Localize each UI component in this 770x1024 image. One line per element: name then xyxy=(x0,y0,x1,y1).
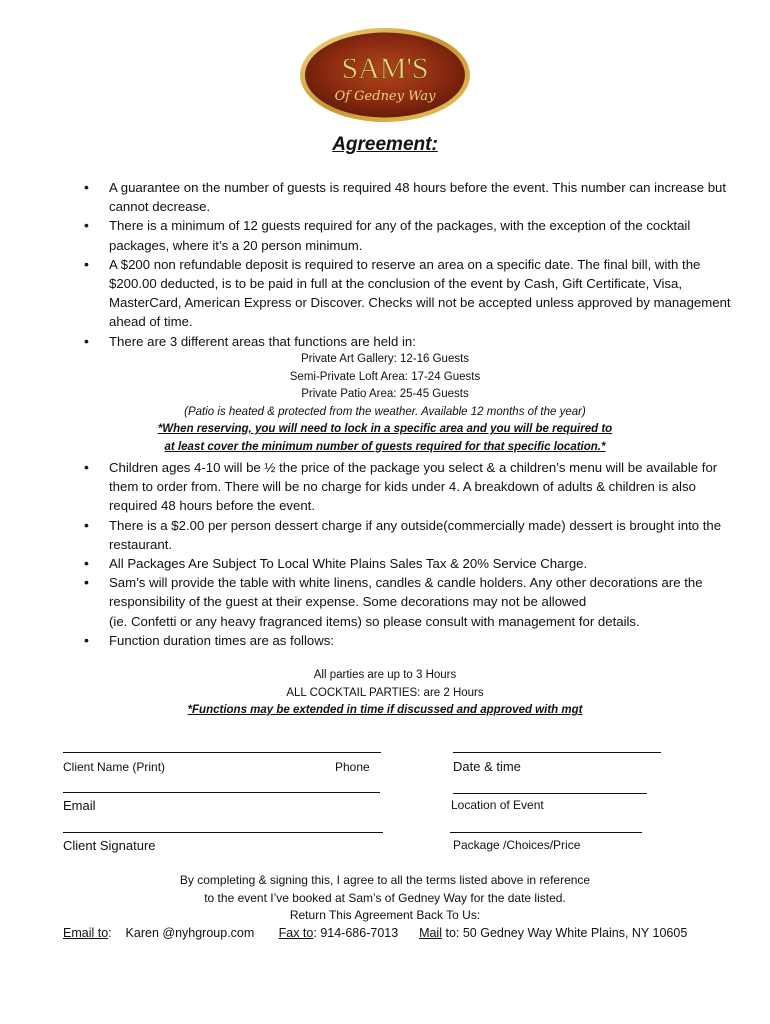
date-time-label: Date & time xyxy=(453,759,521,774)
email-label: Email xyxy=(63,798,96,813)
phone-label: Phone xyxy=(335,760,370,774)
term-dessert: • There is a $2.00 per person dessert charge if any outside(commercially made) dessert is brought into the restaurant. xyxy=(82,516,732,554)
area-patio: Private Patio Area: 25-45 Guests xyxy=(301,388,469,400)
email-to-label: Email to xyxy=(63,926,109,940)
logo-brand: SAM'S xyxy=(341,52,429,85)
footer-line-2: to the event I’ve booked at Sam’s of Gedney Way for the date listed. xyxy=(204,890,566,905)
term-decorations-text: Sam’s will provide the table with white linens, candles & candle holders. Any other decorations are the responsibility of the guest at their expense. Some decorations may not be allowed xyxy=(109,575,703,610)
mail-label: Mail xyxy=(419,926,442,940)
signature-line[interactable] xyxy=(63,832,383,833)
contact-line: Email to: Karen @nyhgroup.com Fax to: 914-686-7013 Mail to: 50 Gedney Way White Plains, NY 10605 xyxy=(63,926,688,940)
term-areas: • There are 3 different areas that functions are held in: xyxy=(82,332,732,351)
term-deposit: • A $200 non refundable deposit is required to reserve an area on a specific date. The final bill, with the $200.00 deducted, is to be paid in full at the conclusion of the event by Cash, Gift Certificate, Visa, MasterCard, American Express or Discover. Checks will not be accepted unless approved by management ahead of time. xyxy=(82,255,732,332)
footer-block xyxy=(0,872,770,925)
fax-to-value: 914-686-7013 xyxy=(320,926,399,940)
duration-parties: All parties are up to 3 Hours xyxy=(313,669,457,681)
location-line[interactable] xyxy=(453,793,647,794)
term-guarantee: • A guarantee on the number of guests is required 48 hours before the event. This number can increase but cannot decrease. xyxy=(82,178,732,216)
email-to-value[interactable]: Karen @nyhgroup.com xyxy=(125,926,255,940)
terms-list-2 xyxy=(82,458,732,650)
term-decorations-text-2: (ie. Confetti or any heavy fragranced items) so please consult with management for details. xyxy=(109,613,640,629)
area-gallery: Private Art Gallery: 12-16 Guests xyxy=(300,353,470,365)
page-title: Agreement: xyxy=(332,134,438,155)
mail-value: to: 50 Gedney Way White Plains, NY 10605 xyxy=(445,926,688,940)
location-label: Location of Event xyxy=(451,798,544,812)
term-decorations xyxy=(82,573,732,631)
duration-block xyxy=(0,667,770,720)
fax-to-label: Fax to xyxy=(278,926,314,940)
signature-label: Client Signature xyxy=(63,838,156,853)
email-line[interactable] xyxy=(63,792,380,793)
date-time-line[interactable] xyxy=(453,752,661,753)
areas-block xyxy=(0,351,770,456)
footer-line-3: Return This Agreement Back To Us: xyxy=(289,908,481,922)
duration-extension-note: *Functions may be extended in time if discussed and approved with mgt xyxy=(187,704,583,716)
logo-tagline: Of Gedney Way xyxy=(334,89,436,104)
package-line[interactable] xyxy=(450,832,642,833)
terms-list xyxy=(82,178,732,351)
term-duration: • Function duration times are as follows: xyxy=(82,631,732,650)
footer-line-1: By completing & signing this, I agree to all the terms listed above in reference xyxy=(179,873,591,887)
reserve-note-1: *When reserving, you will need to lock in a specific area and you will be required to xyxy=(157,423,613,435)
client-name-label: Client Name (Print) xyxy=(63,760,166,774)
term-minimum-guests: • There is a minimum of 12 guests required for any of the packages, with the exception of the cocktail packages, where it’s a 20 person minimum. xyxy=(82,216,732,254)
area-loft: Semi-Private Loft Area: 17-24 Guests xyxy=(289,370,481,383)
package-label: Package /Choices/Price xyxy=(453,838,581,852)
term-tax: • All Packages Are Subject To Local White Plains Sales Tax & 20% Service Charge. xyxy=(82,554,732,573)
reserve-note-2: at least cover the minimum number of guests required for that specific location.* xyxy=(164,440,606,453)
term-children: • Children ages 4-10 will be ½ the price of the package you select & a children’s menu will be available for them to order from. There will be no charge for kids under 4. A breakdown of adults & children is also required 48 hours before the event. xyxy=(82,458,732,516)
duration-cocktail: ALL COCKTAIL PARTIES: are 2 Hours xyxy=(286,686,484,699)
patio-note: (Patio is heated & protected from the weather. Available 12 months of the year) xyxy=(184,405,586,418)
client-name-line[interactable] xyxy=(63,752,381,753)
sams-logo xyxy=(298,26,472,124)
